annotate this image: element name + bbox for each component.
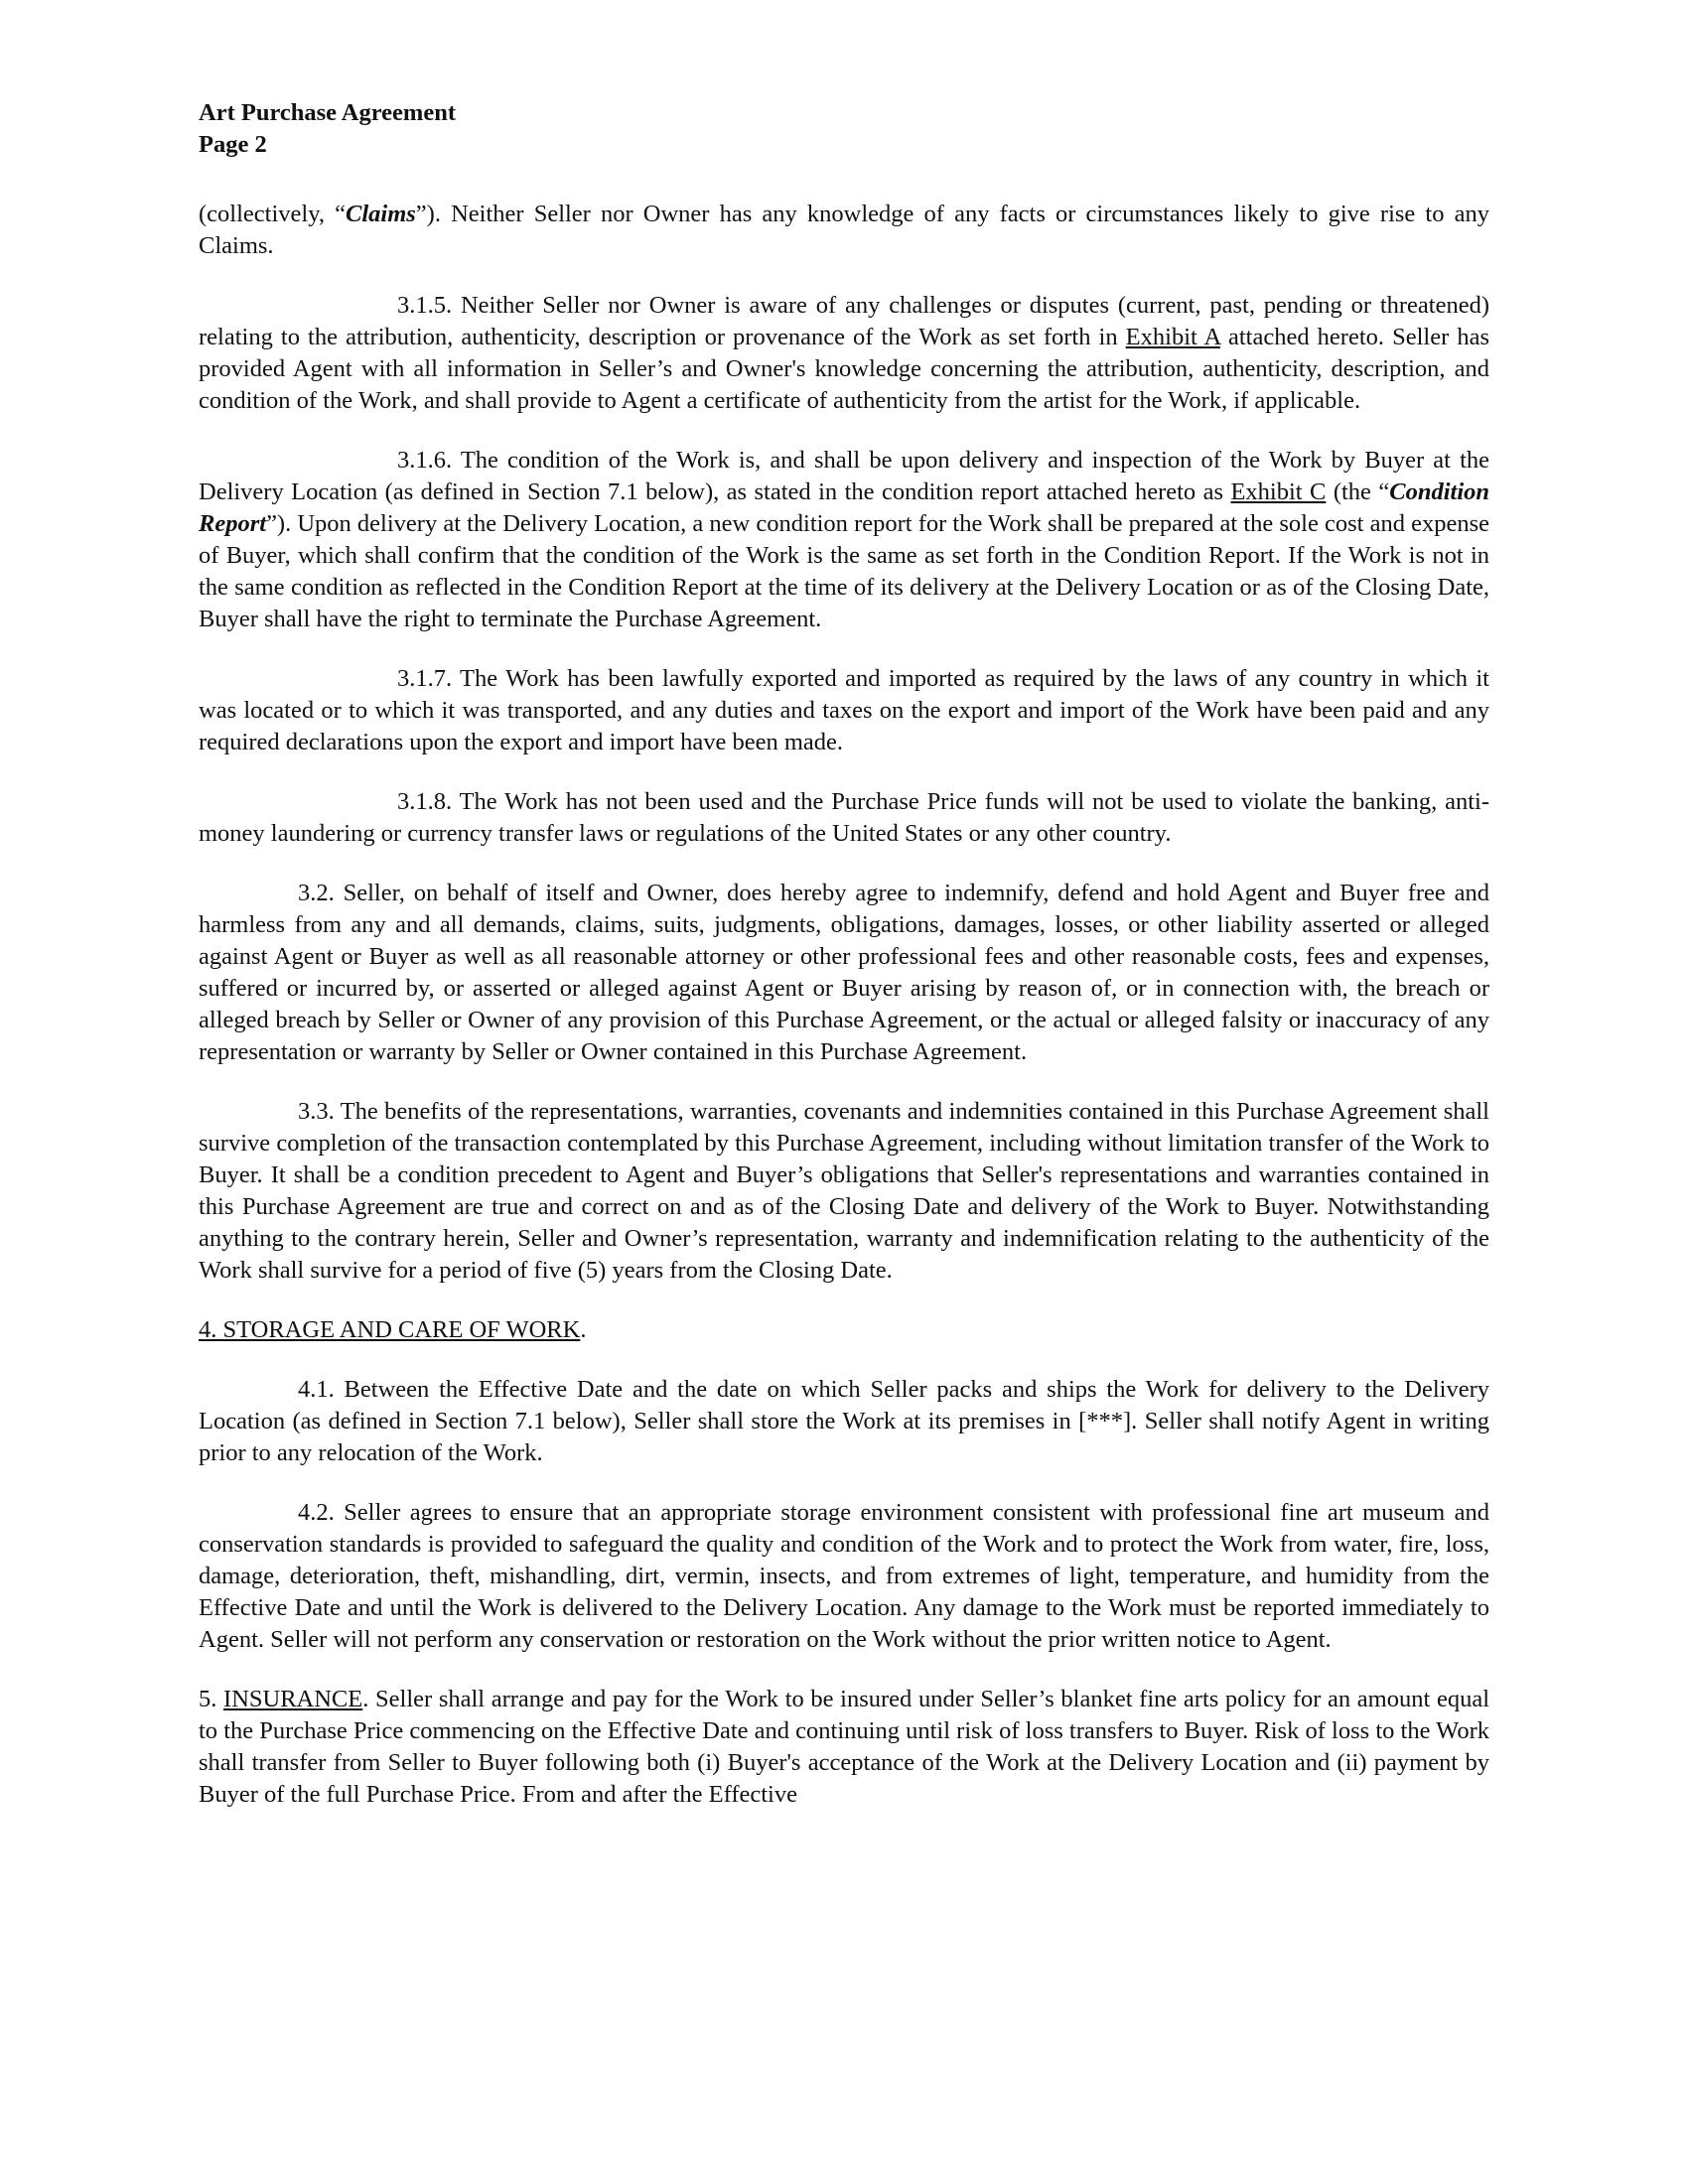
text-run: 3.1.6. The condition of the Work is, and shall be upon delivery and inspection of the Work by Buyer at the Delivery Location (as defined in Section 7.1 below), as stated in the condition report attached hereto as (199, 447, 1489, 505)
section-5-title: INSURANCE (223, 1686, 363, 1712)
page-number: Page 2 (199, 131, 267, 158)
page-header (199, 97, 456, 161)
paragraph-3-1-6 (199, 445, 1489, 635)
text-run: (the “ (1326, 478, 1390, 505)
paragraph-3-2: 3.2. Seller, on behalf of itself and Owner, does hereby agree to indemnify, defend and hold Agent and Buyer free and harmless from any and all demands, claims, suits, judgments, obligations, damages, losses, or other liability asserted or alleged against Agent or Buyer as well as all reasonable attorney or other professional fees and other reasonable costs, fees and expenses, suffered or incurred by, or asserted or alleged against Agent or Buyer arising by reason of, or in connection with, the breach or alleged breach by Seller or Owner of any provision of this Purchase Agreement, or the actual or alleged falsity or inaccuracy of any representation or warranty by Seller or Owner contained in this Purchase Agreement. (199, 880, 1489, 1065)
paragraph-claims-continuation (199, 199, 1489, 262)
text-run: attached hereto. Seller has provided Agent with all information in Seller’s and Owner's knowledge concerning the attribution, authenticity, description, and condition of the Work, and shall provide to Agent a certificate of authenticity from the artist for the Work, if applicable. (199, 324, 1489, 414)
exhibit-a-reference: Exhibit A (1125, 324, 1220, 350)
paragraph-3-1-5 (199, 290, 1489, 417)
section-4-title: 4. STORAGE AND CARE OF WORK (199, 1316, 581, 1343)
text-run: 3.1.5. Neither Seller nor Owner is aware of any challenges or disputes (current, past, pending or threatened) relating to the attribution, authenticity, description or provenance of the Work as set forth in (199, 292, 1489, 350)
section-5-number: 5. (199, 1686, 224, 1712)
document-body (199, 199, 1489, 1839)
section-4-heading (199, 1314, 1489, 1346)
paragraph-5-insurance (199, 1684, 1489, 1811)
text-run: ”). Upon delivery at the Delivery Location, a new condition report for the Work shall be prepared at the sole cost and expense of Buyer, which shall confirm that the condition of the Work is the same as set forth in the Condition Report. If the Work is not in the same condition as reflected in the Condition Report at the time of its delivery at the Delivery Location or as of the Closing Date, Buyer shall have the right to terminate the Purchase Agreement. (199, 510, 1489, 632)
paragraph-3-3: 3.3. The benefits of the representations, warranties, covenants and indemnities contained in this Purchase Agreement shall survive completion of the transaction contemplated by this Purchase Agreement, including without limitation transfer of the Work to Buyer. It shall be a condition precedent to Agent and Buyer’s obligations that Seller's representations and warranties contained in this Purchase Agreement are true and correct on and as of the Closing Date and delivery of the Work to Buyer. Notwithstanding anything to the contrary herein, Seller and Owner’s representation, warranty and indemnification relating to the authenticity of the Work shall survive for a period of five (5) years from the Closing Date. (199, 1098, 1489, 1284)
defined-term-condition-report: Condition Report (199, 478, 1489, 537)
paragraph-4-1: 4.1. Between the Effective Date and the date on which Seller packs and ships the Work for delivery to the Delivery Location (as defined in Section 7.1 below), Seller shall store the Work at its premises in [***]. Seller shall notify Agent in writing prior to any relocation of the Work. (199, 1376, 1489, 1466)
paragraph-3-1-7: 3.1.7. The Work has been lawfully exported and imported as required by the laws of any country in which it was located or to which it was transported, and any duties and taxes on the export and import of the Work have been paid and any required declarations upon the export and import have been made. (199, 665, 1489, 755)
paragraph-3-1-8: 3.1.8. The Work has not been used and the Purchase Price funds will not be used to violate the banking, anti-money laundering or currency transfer laws or regulations of the United States or any other country. (199, 788, 1489, 847)
paragraph-4-2: 4.2. Seller agrees to ensure that an appropriate storage environment consistent with professional fine art museum and conservation standards is provided to safeguard the quality and condition of the Work and to protect the Work from water, fire, loss, damage, deterioration, theft, mishandling, dirt, vermin, insects, and from extremes of light, temperature, and humidity from the Effective Date and until the Work is delivered to the Delivery Location. Any damage to the Work must be reported immediately to Agent. Seller will not perform any conservation or restoration on the Work without the prior written notice to Agent. (199, 1499, 1489, 1653)
exhibit-c-reference: Exhibit C (1230, 478, 1327, 505)
text-run: ”). Neither Seller nor Owner has any knowledge of any facts or circumstances likely to give rise to any Claims. (199, 201, 1489, 259)
document-title: Art Purchase Agreement (199, 99, 456, 126)
defined-term-claims: Claims (346, 201, 416, 227)
text-run: . (580, 1316, 587, 1343)
text-run: (collectively, “ (199, 201, 346, 227)
text-run: . Seller shall arrange and pay for the Work to be insured under Seller’s blanket fine arts policy for an amount equal to the Purchase Price commencing on the Effective Date and continuing until risk of loss transfers to Buyer. Risk of loss to the Work shall transfer from Seller to Buyer following both (i) Buyer's acceptance of the Work at the Delivery Location and (ii) payment by Buyer of the full Purchase Price. From and after the Effective (199, 1686, 1489, 1808)
